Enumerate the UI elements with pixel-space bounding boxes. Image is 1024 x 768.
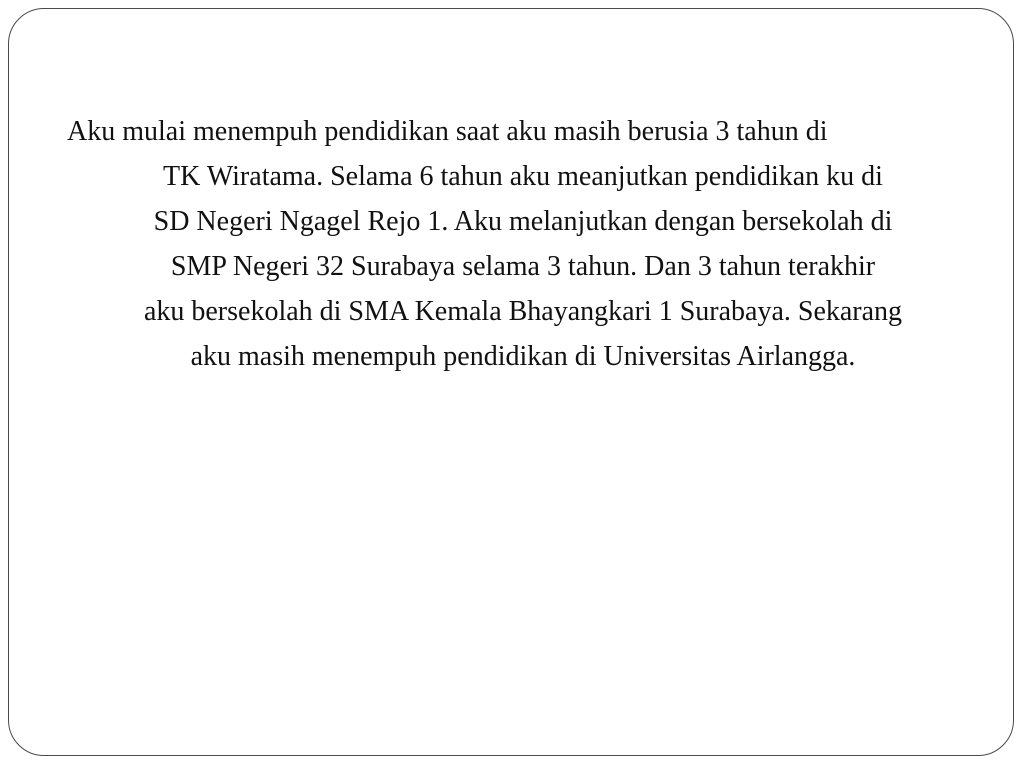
paragraph-line-4: SMP Negeri 32 Surabaya selama 3 tahun. Dan 3 tahun terakhir <box>170 251 876 282</box>
paragraph-line-5: aku bersekolah di SMA Kemala Bhayangkari 1 Surabaya. Sekarang <box>143 296 903 327</box>
paragraph-line-2: TK Wiratama. Selama 6 tahun aku meanjutkan pendidikan ku di <box>163 161 883 192</box>
paragraph-line-6: aku masih menempuh pendidikan di Universitas Airlangga. <box>190 341 856 372</box>
slide-frame <box>8 8 1014 756</box>
slide-body-paragraph <box>67 109 979 379</box>
paragraph-line-3: SD Negeri Ngagel Rejo 1. Aku melanjutkan dengan bersekolah di <box>153 206 893 237</box>
paragraph-line-1: Aku mulai menempuh pendidikan saat aku masih berusia 3 tahun di <box>67 116 828 147</box>
